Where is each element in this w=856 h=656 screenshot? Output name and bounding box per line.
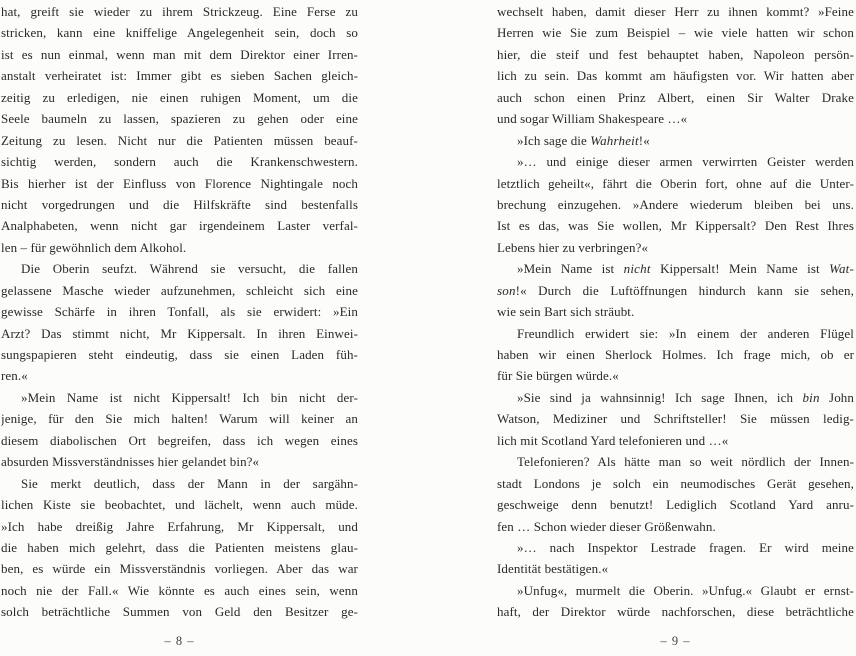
text-line: hier, die steif und fest behauptet haben, Napoleon persön- (497, 46, 854, 62)
right-page-text (497, 1, 854, 623)
text-line: Lebens hier zu verbringen?« (497, 239, 649, 255)
text-line: »… und einige dieser armen verwirrten Geister werden (517, 154, 854, 170)
text-line: wechselt haben, damit dieser Herr zu ihnen kommt? »Feine (497, 4, 854, 19)
text-line: Watson, Mediziner und Schriftsteller! Sie müssen ledig- (497, 411, 854, 427)
left-page (1, 0, 358, 656)
text-line: absurden Missverständnisses hier gelandet bin?« (1, 454, 260, 470)
text-line: Bis hierher ist der Einfluss von Florence Nightingale noch (1, 175, 358, 191)
text-line: Sie merkt deutlich, dass der Mann in der sargähn- (21, 475, 358, 491)
text-line: diesem diabolischen Ort begreifen, dass ich wegen eines (1, 432, 358, 448)
text-line: anstalt verheiratet ist: Immer gibt es sieben Sachen gleich- (1, 68, 358, 84)
text-line: und sogar William Shakespeare …« (497, 111, 688, 127)
text-line: »Unfug«, murmelt die Oberin. »Unfug.« Glaubt er ernst- (517, 582, 854, 598)
text-line: ist es nun einmal, wenn man mit dem Direktor einer Irren- (1, 46, 358, 62)
paragraph (1, 258, 358, 387)
paragraph (497, 387, 854, 451)
text-line: sichtig werden, sondern auch die Krankenschwestern. (1, 154, 358, 170)
text-line: len – für gewöhnlich dem Alkohol. (1, 239, 187, 255)
right-page (497, 0, 854, 656)
text-line: Arzt? Das stimmt nicht, Mr Kippersalt. In ihren Einwei- (1, 325, 358, 341)
paragraph (497, 130, 854, 151)
text-line: hat, greift sie wieder zu ihrem Strickzeug. Eine Ferse zu (1, 4, 358, 19)
text-line: haft, der Direktor würde nachforschen, diese beträchtliche (497, 604, 854, 620)
paragraph (497, 580, 854, 623)
text-line: haben wir einen Sherlock Holmes. Ich frage mich, ob er (497, 347, 854, 362)
text-line: Freundlich erwidert sie: »In einem der anderen Flügel (517, 325, 854, 341)
paragraph (497, 451, 854, 537)
text-line: son!« Durch die Luftöffnungen hindurch kann sie sehen, (497, 282, 854, 298)
paragraph (497, 1, 854, 130)
text-line: für Sie bürgen würde.« (497, 368, 619, 384)
text-line: sungspapieren steht eindeutig, dass sie einen Laden füh- (1, 347, 358, 362)
text-line: solch beträchtliche Summen von Geld den Besitzer ge- (1, 604, 358, 620)
text-line: wie sein Bart sich sträubt. (497, 304, 635, 320)
text-line: Zeitung zu lesen. Nicht nur die Patienten müssen beauf- (1, 132, 358, 148)
text-line: Analphabeten, wenn nicht gar irgendeinem Laster verfal- (1, 218, 358, 234)
text-line: Seele baumeln zu lassen, spazieren zu gehen oder eine (1, 111, 358, 127)
text-line: zeitig zu erledigen, nie einen ruhigen Moment, um die (1, 89, 358, 105)
text-line: »… nach Inspektor Lestrade fragen. Er wird meine (517, 539, 854, 555)
text-line: »Sie sind ja wahnsinnig! Ich sage Ihnen, ich bin John (517, 389, 854, 405)
text-line: Herren wie Sie zum Beispiel – wie viele hatten wir schon (497, 25, 854, 41)
text-line: Ist es das, was Sie wollen, Mr Kippersalt? Den Rest Ihres (497, 218, 854, 234)
text-line: »Mein Name ist nicht Kippersalt! Mein Name ist Wat- (517, 261, 854, 277)
text-line: »Mein Name ist nicht Kippersalt! Ich bin nicht der- (21, 389, 358, 405)
text-line: Identität bestätigen.« (497, 561, 609, 577)
text-line: fen … Schon wieder dieser Größenwahn. (497, 518, 716, 534)
text-line: »Ich sage die Wahrheit!« (517, 132, 650, 148)
paragraph (497, 151, 854, 258)
text-line: brechung einzugehen. »Andere wiederum bleiben bei uns. (497, 196, 854, 212)
text-line: gewisse Schärfe in ihren Tonfall, als sie erwidert: »Ein (1, 304, 358, 320)
text-line: Telefonieren? Als hätte man so weit nördlich der Innen- (517, 454, 854, 470)
text-line: noch nie der Fall.« Wie könnte es auch eines sein, wenn (1, 582, 358, 598)
text-line: geschweige denn benutzt! Lediglich Scotland Yard anru- (497, 497, 854, 513)
text-line: stricken, kann eine kniffelige Angelegenheit sein, doch so (1, 25, 358, 41)
text-line: stadt Londons je solch ein neumodisches Gerät gesehen, (497, 475, 854, 491)
text-line: ren.« (1, 368, 28, 384)
text-line: auch schon einen Prinz Albert, einen Sir Walter Drake (497, 89, 854, 105)
text-line: jenige, für den Sie mich halten! Warum will keiner an (1, 411, 358, 427)
text-line: ben, es würde ein Missverständnis vorliegen. Aber das war (1, 561, 358, 577)
text-line: lich mit Scotland Yard telefonieren und …« (497, 432, 729, 448)
paragraph (497, 258, 854, 322)
text-line: lichen Kiste sie beobachtet, und lächelt, wenn auch müde. (1, 497, 358, 513)
paragraph (497, 537, 854, 580)
paragraph (1, 1, 358, 258)
left-page-number: – 8 – (164, 634, 195, 648)
left-page-text (1, 1, 358, 623)
paragraph (1, 387, 358, 473)
text-line: die haben mich gelehrt, dass die Patienten meistens glau- (1, 539, 358, 555)
text-line: gelassene Masche wieder aufzunehmen, schleicht sich eine (1, 282, 358, 298)
text-line: nicht vorgedrungen und die Hilfskräfte sind bestenfalls (1, 196, 358, 212)
text-line: Die Oberin seufzt. Während sie versucht, die fallen (21, 261, 358, 277)
text-line: letztlich geheilt«, fährt die Oberin fort, ohne auf die Unter- (497, 175, 854, 191)
right-page-number: – 9 – (660, 634, 691, 648)
text-line: »Ich habe dreißig Jahre Erfahrung, Mr Kippersalt, und (1, 518, 358, 534)
paragraph (1, 473, 358, 623)
paragraph (497, 323, 854, 387)
text-line: lich zu sein. Das kommt am häufigsten vor. Wir hatten aber (497, 68, 854, 84)
